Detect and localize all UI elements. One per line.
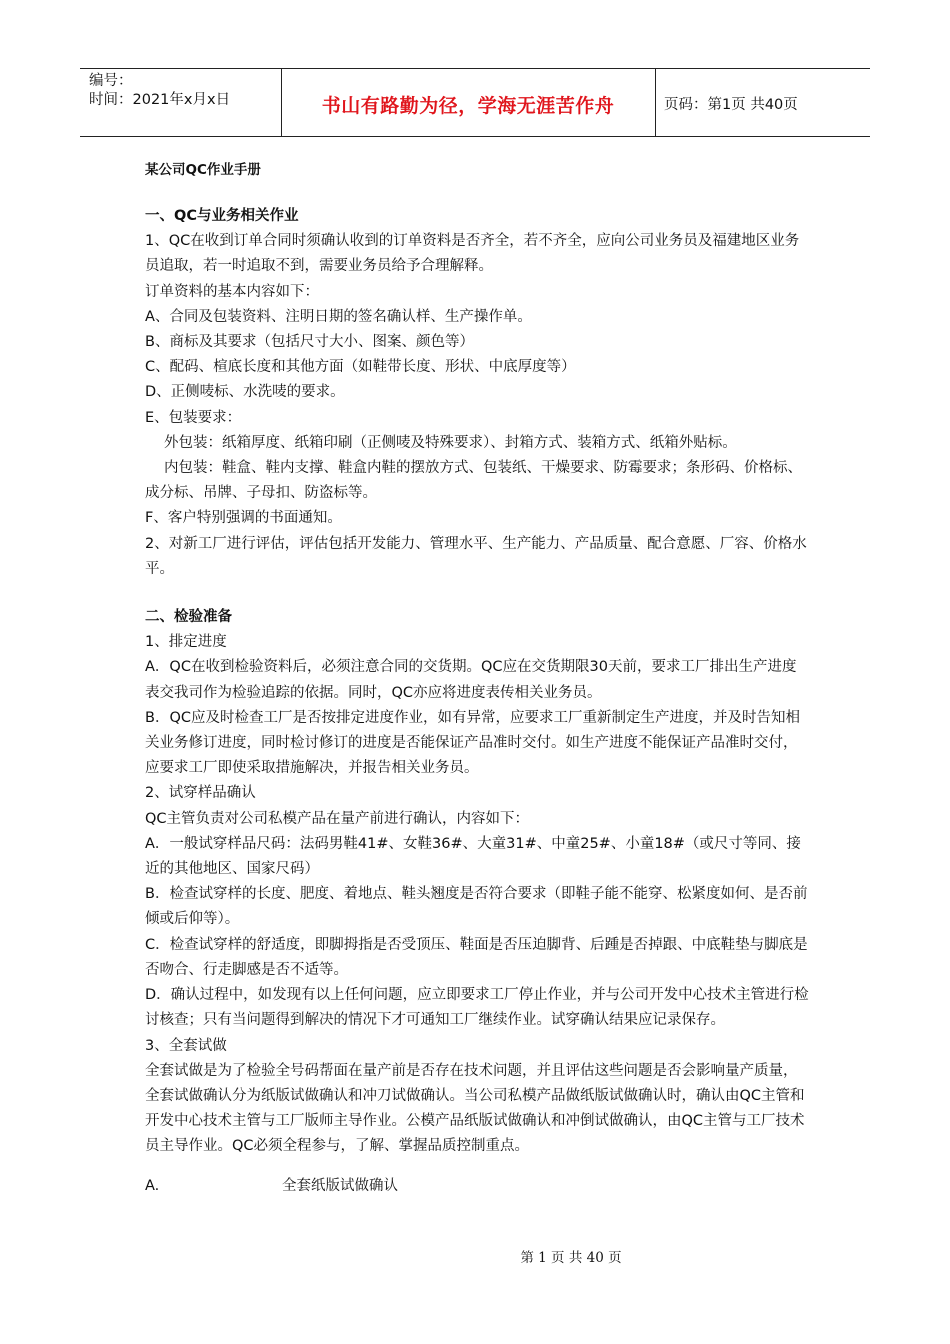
subsection-title: 1、排定进度 (145, 634, 227, 651)
list-subitem: 内包装：鞋盒、鞋内支撑、鞋盒内鞋的摆放方式、包装纸、干燥要求、防霉要求；条形码、价格标、成分标、吊牌、子母扣、防盗标等。 (145, 460, 802, 502)
section-1-title: 一、QC与业务相关作业 (145, 208, 299, 224)
subsection-a-text: 全套纸版试做确认 (282, 1177, 398, 1194)
paragraph: A．QC在收到检验资料后，必须注意合同的交货期。QC应在交货期限30天前，要求工厂排出生产进度表交我司作为检验追踪的依据。同时，QC亦应将进度表传相关业务员。 (145, 659, 797, 701)
subsection-a (145, 1174, 810, 1199)
section-2-title: 二、检验准备 (145, 609, 232, 626)
list-item: E、包装要求： (145, 409, 242, 426)
paragraph: D．确认过程中，如发现有以上任何问题，应立即要求工厂停止作业，并与公司开发中心技术主管进行检讨核查；只有当问题得到解决的情况下才可通知工厂继续作业。试穿确认结果应记录保存。 (145, 987, 809, 1029)
header-bottom-rule (80, 136, 870, 137)
header-divider-right (655, 68, 656, 136)
header-time: 时间：2021年x月x日 (89, 92, 231, 108)
header-meta (89, 72, 230, 110)
list-item: B、商标及其要求（包括尺寸大小、图案、颜色等） (145, 334, 474, 351)
spacer (145, 582, 810, 605)
paragraph: 全套试做是为了检验全号码帮面在量产前是否存在技术问题，并且评估这些问题是否会影响量产质量，全套试做确认分为纸版试做确认和冲刀试做确认。当公司私模产品做纸版试做确认时，确认由QC主管和开发中心技术主管与工厂版师主导作业。公模产品纸版试做确认和冲倒试做确认，由QC主管与工厂技术员主导作业。QC必须全程参与，了解、掌握品质控制重点。 (145, 1062, 805, 1155)
list-item: D、正侧唛标、水洗唛的要求。 (145, 384, 345, 401)
subsection-title: 2、试穿样品确认 (145, 785, 256, 802)
header-motto: 书山有路勤为径，学海无涯苦作舟 (321, 95, 615, 117)
paragraph: C．检查试穿样的舒适度，即脚拇指是否受顶压、鞋面是否压迫脚背、后踵是否掉跟、中底鞋垫与脚底是否吻合、行走脚感是否不适等。 (145, 936, 808, 978)
document-title: 某公司QC作业手册 (145, 162, 261, 178)
list-item: A、合同及包装资料、注明日期的签名确认样、生产操作单。 (145, 308, 532, 325)
header-page-info: 页码：第1页 共40页 (664, 97, 798, 113)
footer-page-number: 第 1 页 共 40 页 (520, 1250, 622, 1266)
list-item: C、配码、楦底长度和其他方面（如鞋带长度、形状、中底厚度等） (145, 359, 576, 376)
paragraph: QC主管负责对公司私模产品在量产前进行确认，内容如下： (145, 810, 530, 827)
paragraph: B．QC应及时检查工厂是否按排定进度作业，如有异常，应要求工厂重新制定生产进度，并及时告知相关业务修订进度，同时检讨修订的进度是否能保证产品准时交付。如生产进度不能保证产品准时交付，应要求工厂即使采取措施解决，并报告相关业务员。 (145, 709, 800, 777)
document-body (145, 158, 810, 1199)
page-footer (0, 1246, 950, 1266)
header-number: 编号： (89, 73, 133, 89)
paragraph: A．一般试穿样品尺码：法码男鞋41#、女鞋36#、大童31#、中童25#、小童18#（或尺寸等同、接近的其他地区、国家尺码） (145, 835, 801, 878)
paragraph: 订单资料的基本内容如下： (145, 283, 319, 300)
paragraph: 2、对新工厂进行评估，评估包括开发能力、管理水平、生产能力、产品质量、配合意愿、厂容、价格水平。 (145, 535, 807, 577)
paragraph: 1、QC在收到订单合同时须确认收到的订单资料是否齐全，若不齐全，应向公司业务员及福建地区业务员追取，若一时追取不到，需要业务员给予合理解释。 (145, 233, 800, 275)
subsection-a-key: A. (145, 1177, 160, 1194)
list-item: F、客户特别强调的书面通知。 (145, 510, 342, 527)
header-top-rule (80, 68, 870, 69)
list-subitem: 外包装：纸箱厚度、纸箱印刷（正侧唛及特殊要求）、封箱方式、装箱方式、纸箱外贴标。 (164, 434, 737, 451)
paragraph: B．检查试穿样的长度、肥度、着地点、鞋头翘度是否符合要求（即鞋子能不能穿、松紧度如何、是否前倾或后仰等）。 (145, 886, 808, 928)
subsection-title: 3、全套试做 (145, 1037, 227, 1054)
